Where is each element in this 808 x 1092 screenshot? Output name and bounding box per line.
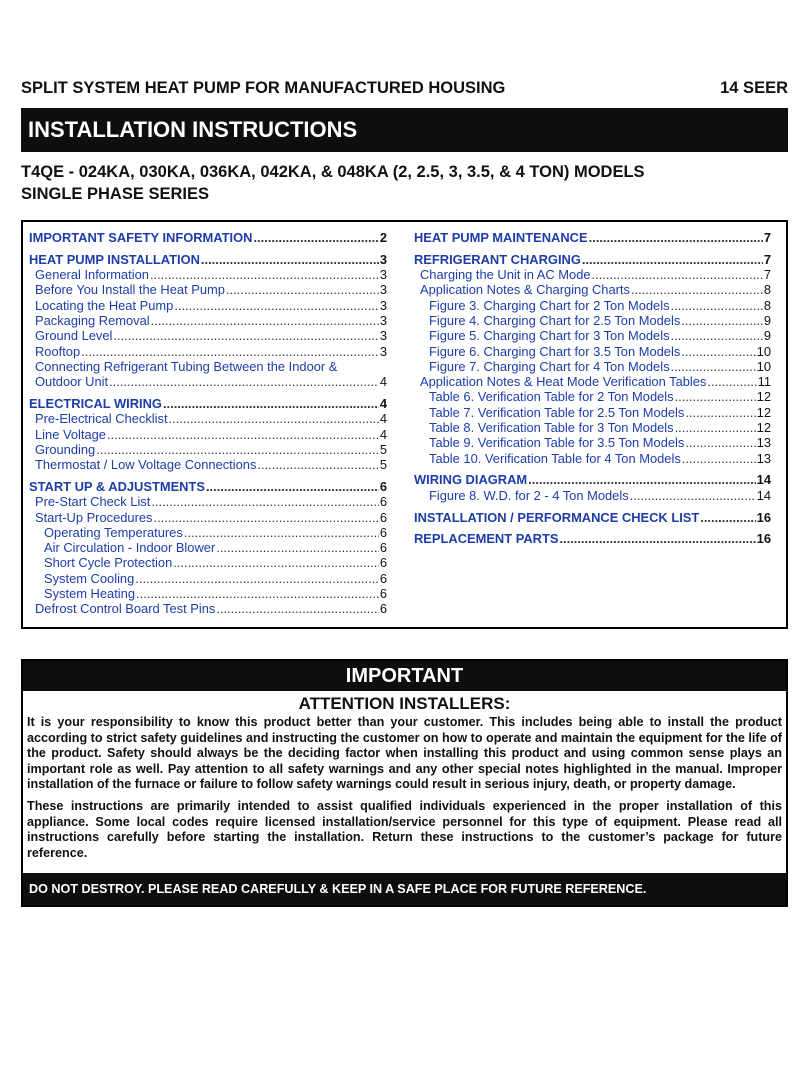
page-title: INSTALLATION INSTRUCTIONS: [21, 108, 788, 152]
toc-entry-title: General Information: [35, 267, 149, 283]
toc-entry-title: START UP & ADJUSTMENTS: [29, 478, 205, 494]
toc-page-number: 6: [379, 524, 387, 540]
dot-leader: [184, 525, 379, 540]
toc-page-number: 6: [379, 540, 387, 556]
toc-entry[interactable]: [414, 267, 771, 282]
toc-entry-title: Charging the Unit in AC Mode: [420, 267, 591, 283]
toc-entry[interactable]: [29, 344, 387, 359]
toc-entry-title: Application Notes & Heat Mode Verification Tables: [420, 374, 707, 390]
toc-section[interactable]: [414, 472, 771, 487]
responsibility-paragraph: It is your responsibility to know this product better than your customer. This includes being able to install the product according to strict safety guidelines and instructing the customer on how to operate and maintain the equipment for the life of the product. Safety should always be the deciding factor when installing this product and using common sense plays an important role as well. Pay attention to all safety warnings and any other special notes highlighted in the manual. Improper installation of the furnace or failure to follow safety warnings could result in serious injury, death, or property damage.: [27, 715, 783, 792]
dot-leader: [206, 479, 379, 494]
toc-entry-title: Application Notes & Charging Charts: [420, 282, 630, 298]
toc-page-number: 4: [379, 411, 387, 427]
toc-page-number: 4: [379, 374, 387, 390]
seer-rating: 14 SEER: [720, 79, 788, 97]
dot-leader: [675, 420, 756, 435]
toc-page-number: 10: [756, 343, 771, 359]
document-header: [21, 79, 788, 99]
toc-page-number: 6: [379, 601, 387, 617]
toc-entry[interactable]: [29, 298, 387, 313]
toc-entry[interactable]: [29, 282, 387, 297]
toc-entry-title: Figure 6. Charging Chart for 3.5 Ton Models: [429, 343, 681, 359]
toc-entry-title: Table 7. Verification Table for 2.5 Ton Models: [429, 404, 685, 420]
toc-entry-title: Figure 5. Charging Chart for 3 Ton Models: [429, 328, 670, 344]
toc-entry-title: Thermostat / Low Voltage Connections: [35, 457, 257, 473]
toc-entry-title: Line Voltage: [35, 426, 106, 442]
do-not-destroy-banner: DO NOT DESTROY. PLEASE READ CAREFULLY & KEEP IN A SAFE PLACE FOR FUTURE REFERENCE.: [23, 873, 786, 905]
toc-page-number: 16: [756, 509, 771, 525]
toc-entry[interactable]: [414, 420, 771, 435]
toc-entry[interactable]: [29, 328, 387, 343]
toc-page-number: 5: [379, 457, 387, 473]
dot-leader: [201, 252, 379, 267]
toc-page-number: 3: [379, 267, 387, 283]
toc-entry[interactable]: [29, 525, 387, 540]
toc-entry[interactable]: [29, 442, 387, 457]
toc-entry[interactable]: [414, 374, 771, 389]
toc-entry-title: Figure 3. Charging Chart for 2 Ton Models: [429, 297, 670, 313]
dot-leader: [681, 313, 763, 328]
dot-leader: [630, 488, 756, 503]
attention-subheading: ATTENTION INSTALLERS:: [298, 694, 511, 713]
toc-page-number: 3: [379, 282, 387, 298]
model-line: T4QE - 024KA, 030KA, 036KA, 042KA, & 048KA (2, 2.5, 3, 3.5, & 4 TON) MODELS: [21, 163, 645, 181]
toc-entry[interactable]: [414, 451, 771, 466]
toc-entry[interactable]: [29, 586, 387, 601]
dot-leader: [559, 531, 755, 546]
toc-page-number: 9: [763, 328, 771, 344]
toc-entry-title: Pre-Electrical Checklist: [35, 411, 168, 427]
toc-entry[interactable]: [414, 344, 771, 359]
dot-leader: [589, 230, 763, 245]
dot-leader: [216, 601, 379, 616]
toc-entry-title: Pre-Start Check List: [35, 494, 151, 510]
dot-leader: [671, 328, 763, 343]
toc-entry-title: Table 8. Verification Table for 3 Ton Models: [429, 420, 674, 436]
dot-leader: [173, 555, 379, 570]
dot-leader: [107, 427, 379, 442]
important-heading: IMPORTANT: [23, 661, 786, 691]
dot-leader: [681, 344, 755, 359]
toc-entry-title: Table 9. Verification Table for 3.5 Ton Models: [429, 435, 685, 451]
toc-entry-title: WIRING DIAGRAM: [414, 472, 528, 488]
dot-leader: [151, 313, 379, 328]
dot-leader: [113, 328, 378, 343]
toc-page-number: 12: [756, 420, 771, 436]
toc-page-number: 14: [756, 472, 771, 488]
toc-page-number: 3: [379, 343, 387, 359]
dot-leader: [700, 510, 755, 525]
toc-entry-title: ELECTRICAL WIRING: [29, 395, 162, 411]
toc-page-number: 4: [379, 395, 387, 411]
toc-page-number: 9: [763, 312, 771, 328]
dot-leader: [226, 282, 379, 297]
toc-page-number: 4: [379, 426, 387, 442]
toc-entry[interactable]: [414, 435, 771, 450]
dot-leader: [154, 510, 379, 525]
toc-page-number: 3: [379, 297, 387, 313]
toc-entry[interactable]: [29, 571, 387, 586]
toc-page-number: 6: [379, 509, 387, 525]
toc-entry-title: Figure 8. W.D. for 2 - 4 Ton Models: [429, 487, 629, 503]
toc-entry[interactable]: [29, 457, 387, 472]
dot-leader: [216, 540, 379, 555]
dot-leader: [81, 344, 379, 359]
toc-entry[interactable]: [29, 359, 387, 374]
toc-page-number: 7: [763, 251, 771, 267]
dot-leader: [257, 457, 378, 472]
important-notice: [21, 659, 788, 907]
toc-entry-title: Table 10. Verification Table for 4 Ton Models: [429, 450, 681, 466]
toc-page-number: 16: [756, 531, 771, 547]
dot-leader: [253, 230, 378, 245]
toc-entry-title: Figure 7. Charging Chart for 4 Ton Models: [429, 358, 670, 374]
toc-entry[interactable]: [29, 601, 387, 616]
doc-type-label: SPLIT SYSTEM HEAT PUMP FOR MANUFACTURED HOUSING: [21, 79, 506, 97]
dot-leader: [682, 451, 756, 466]
toc-section[interactable]: [29, 252, 387, 267]
toc-entry-title: Short Cycle Protection: [44, 555, 173, 571]
toc-entry-title: HEAT PUMP INSTALLATION: [29, 251, 200, 267]
series-line: SINGLE PHASE SERIES: [21, 185, 209, 203]
toc-entry-title: HEAT PUMP MAINTENANCE: [414, 230, 588, 245]
dot-leader: [671, 298, 763, 313]
toc-page-number: 14: [756, 487, 771, 503]
toc-right-column: [414, 230, 771, 547]
toc-entry[interactable]: [414, 359, 771, 374]
dot-leader: [151, 494, 378, 509]
toc-entry-title: Rooftop: [35, 343, 81, 359]
toc-entry-title: System Cooling: [44, 570, 135, 586]
toc-page-number: 6: [379, 586, 387, 602]
toc-page-number: 8: [763, 297, 771, 313]
toc-page-number: 11: [757, 374, 771, 390]
toc-page-number: 6: [379, 555, 387, 571]
toc-entry[interactable]: [414, 488, 771, 503]
dot-leader: [671, 359, 756, 374]
toc-page-number: 3: [379, 312, 387, 328]
toc-entry-title: Air Circulation - Indoor Blower: [44, 540, 216, 556]
model-list: [21, 161, 788, 205]
dot-leader: [163, 396, 379, 411]
toc-entry[interactable]: [29, 374, 387, 389]
toc-left-column: [29, 230, 387, 617]
toc-entry-title: Table 6. Verification Table for 2 Ton Models: [429, 389, 674, 405]
toc-entry[interactable]: [29, 555, 387, 570]
toc-entry[interactable]: [414, 389, 771, 404]
dot-leader: [136, 586, 379, 601]
dot-leader: [592, 267, 763, 282]
toc-entry-title: Figure 4. Charging Chart for 2.5 Ton Models: [429, 312, 681, 328]
toc-page-number: 3: [379, 251, 387, 267]
toc-page-number: 5: [379, 441, 387, 457]
toc-entry-title: INSTALLATION / PERFORMANCE CHECK LIST: [414, 509, 700, 525]
dot-leader: [174, 298, 379, 313]
toc-entry[interactable]: [29, 313, 387, 328]
toc-entry-title: REPLACEMENT PARTS: [414, 531, 559, 547]
toc-section[interactable]: [414, 252, 771, 267]
toc-entry-title: Start-Up Procedures: [35, 509, 153, 525]
dot-leader: [707, 374, 756, 389]
toc-entry-title: Operating Temperatures: [44, 524, 183, 540]
toc-page-number: 7: [763, 267, 771, 283]
toc-section[interactable]: [29, 479, 387, 494]
toc-entry-title: Ground Level: [35, 328, 113, 344]
toc-entry[interactable]: [29, 267, 387, 282]
toc-page-number: 12: [756, 404, 771, 420]
dot-leader: [675, 389, 756, 404]
dot-leader: [685, 435, 755, 450]
toc-entry-title: Connecting Refrigerant Tubing Between the Indoor &: [35, 358, 338, 374]
dot-leader: [96, 442, 379, 457]
toc-page-number: 6: [379, 570, 387, 586]
toc-entry-title: Defrost Control Board Test Pins: [35, 601, 216, 617]
toc-entry-title: System Heating: [44, 586, 135, 602]
toc-entry-title: Packaging Removal: [35, 312, 150, 328]
toc-entry[interactable]: [414, 298, 771, 313]
toc-page-number: 2: [379, 230, 387, 245]
toc-page-number: 10: [756, 358, 771, 374]
toc-entry[interactable]: [414, 313, 771, 328]
toc-entry[interactable]: [29, 494, 387, 509]
dot-leader: [150, 267, 379, 282]
dot-leader: [582, 252, 763, 267]
toc-page-number: 3: [379, 328, 387, 344]
toc-section[interactable]: [414, 531, 771, 546]
toc-entry-title: Grounding: [35, 441, 96, 457]
toc-section[interactable]: [414, 510, 771, 525]
dot-leader: [109, 374, 379, 389]
toc-entry[interactable]: [414, 328, 771, 343]
toc-entry-title: Before You Install the Heat Pump: [35, 282, 225, 298]
toc-entry[interactable]: [414, 282, 771, 297]
dot-leader: [685, 405, 755, 420]
dot-leader: [528, 472, 756, 487]
toc-page-number: 13: [756, 435, 771, 451]
toc-entry[interactable]: [29, 510, 387, 525]
toc-section[interactable]: [414, 230, 771, 245]
table-of-contents: [21, 220, 788, 629]
toc-entry-title: Locating the Heat Pump: [35, 297, 174, 313]
toc-page-number: 6: [379, 478, 387, 494]
dot-leader: [169, 411, 379, 426]
toc-page-number: 12: [756, 389, 771, 405]
dot-leader: [135, 571, 379, 586]
toc-entry-title: Outdoor Unit: [35, 374, 109, 390]
toc-page-number: 7: [763, 230, 771, 245]
toc-entry-title: REFRIGERANT CHARGING: [414, 251, 581, 267]
dot-leader: [631, 282, 763, 297]
toc-entry[interactable]: [29, 427, 387, 442]
qualified-installers-paragraph: These instructions are primarily intended to assist qualified individuals experienced in the proper installation of this appliance. Some local codes require licensed installation/service personnel for this type of equipment. Please read all instructions carefully before starting the installation. Return these instructions to the customer’s package for future reference.: [27, 798, 782, 860]
toc-entry-title: IMPORTANT SAFETY INFORMATION: [29, 230, 253, 245]
toc-entry[interactable]: [414, 405, 771, 420]
toc-section[interactable]: [29, 396, 387, 411]
toc-page-number: 8: [763, 282, 771, 298]
toc-page-number: 13: [756, 450, 771, 466]
toc-page-number: 6: [379, 494, 387, 510]
toc-entry[interactable]: [29, 540, 387, 555]
toc-section[interactable]: [29, 230, 387, 245]
toc-entry[interactable]: [29, 411, 387, 426]
